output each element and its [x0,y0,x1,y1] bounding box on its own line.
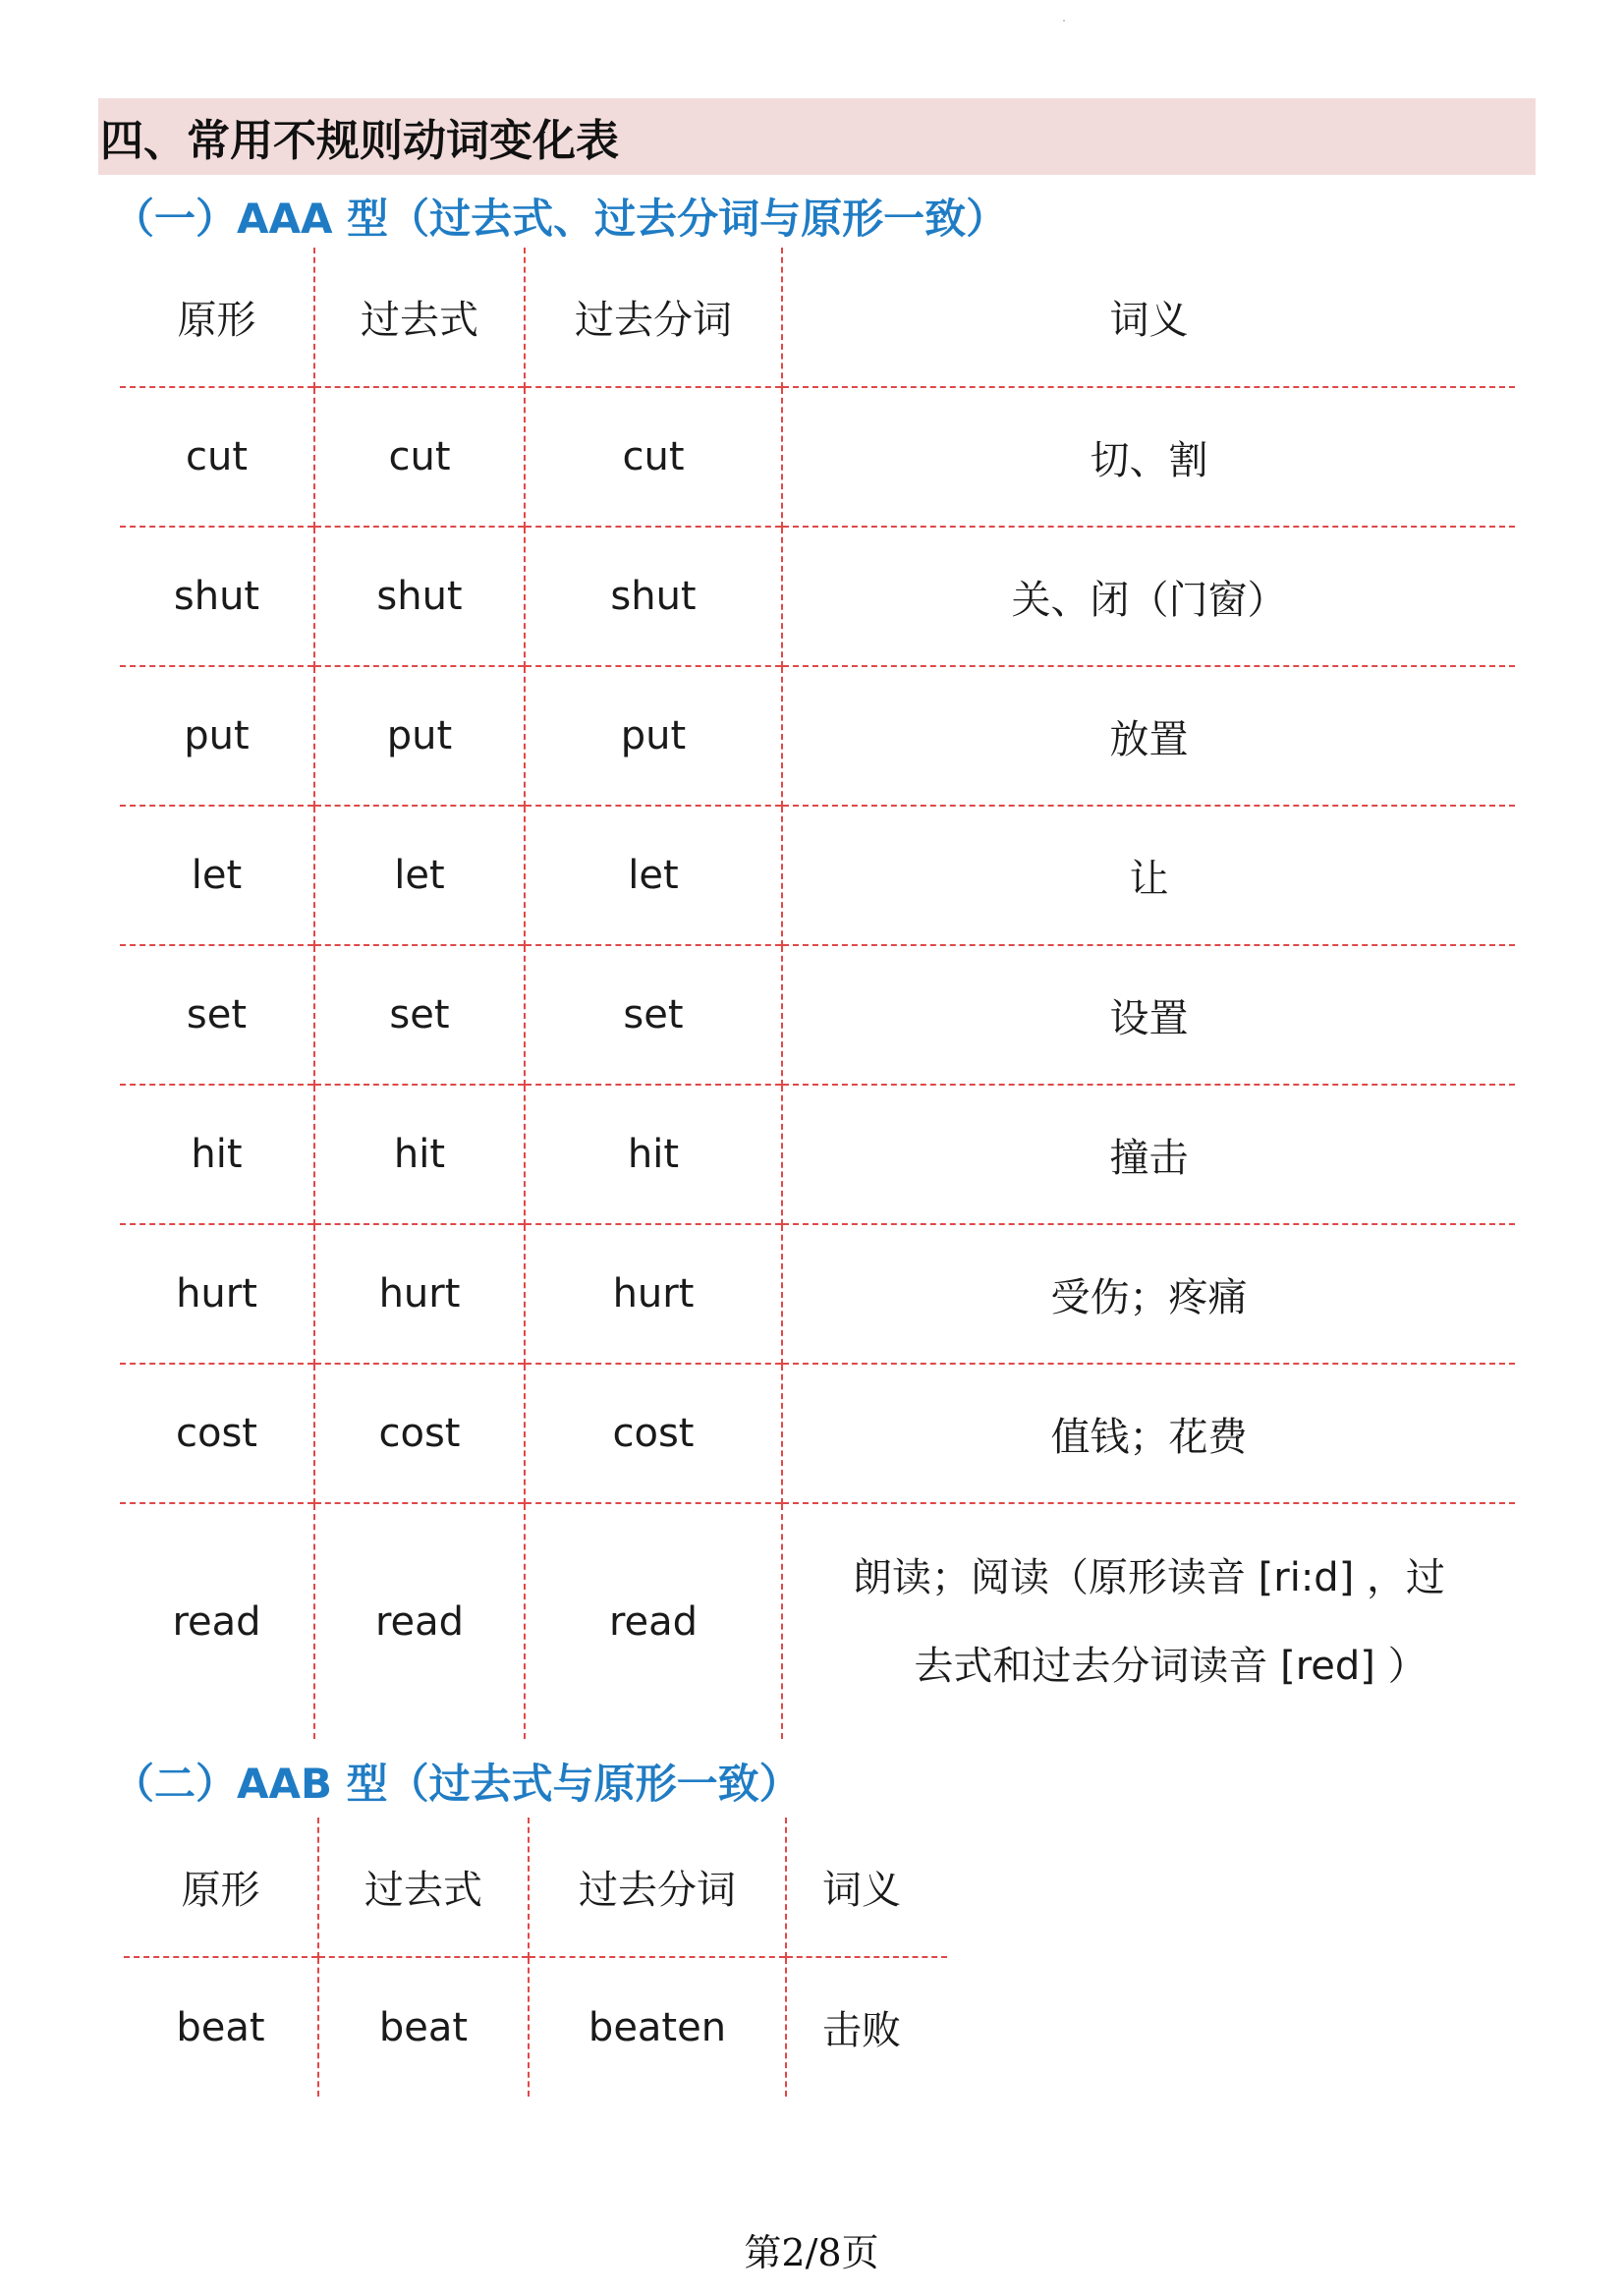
cell-past: put [314,666,525,806]
cell-participle: cut [525,387,782,527]
table-row [120,1503,1515,1739]
cell-participle: let [525,806,782,945]
cell-base: set [120,945,314,1085]
cell-participle: cost [525,1364,782,1503]
cell-participle: beaten [529,1957,786,2097]
cell-base: read [120,1503,314,1739]
cell-meaning [782,1503,1515,1739]
cell-past: beat [318,1957,529,2097]
table-row [120,1224,1515,1364]
cell-base: hit [120,1085,314,1224]
cell-meaning: 让 [782,806,1515,945]
cell-participle: hit [525,1085,782,1224]
cell-base: beat [124,1957,318,2097]
table-header-row [120,248,1515,387]
table-row [120,387,1515,527]
table-row [120,1364,1515,1503]
cell-meaning: 受伤；疼痛 [782,1224,1515,1364]
header-participle: 过去分词 [525,248,782,387]
meaning-line-2: 去式和过去分词读音 [red] ） [914,1643,1427,1689]
section-title: 四、常用不规则动词变化表 [100,116,619,166]
section-title-bar [98,98,1536,175]
cell-base: put [120,666,314,806]
cell-meaning: 切、割 [782,387,1515,527]
header-past: 过去式 [314,248,525,387]
cell-past: hit [314,1085,525,1224]
cell-base: cut [120,387,314,527]
scan-speck [1063,20,1065,22]
cell-participle: shut [525,527,782,666]
cell-past: cost [314,1364,525,1503]
table-header-row [124,1818,947,1957]
aab-verb-table [124,1818,947,2097]
cell-meaning: 设置 [782,945,1515,1085]
cell-meaning: 击败 [786,1957,947,2097]
page-number: 第2/8页 [744,2231,879,2274]
subheading-aaa: （一）AAA 型（过去式、过去分词与原形一致） [113,195,1008,243]
cell-meaning: 撞击 [782,1085,1515,1224]
table-row [120,666,1515,806]
header-meaning: 词义 [786,1818,947,1957]
table-row [120,945,1515,1085]
cell-past: let [314,806,525,945]
table-row [120,1085,1515,1224]
cell-participle: hurt [525,1224,782,1364]
cell-base: shut [120,527,314,666]
header-meaning: 词义 [782,248,1515,387]
cell-past: set [314,945,525,1085]
header-base: 原形 [181,1868,260,1913]
meaning-line-1: 朗读；阅读（原形读音 [ri:d] ，过 [852,1554,1446,1600]
cell-meaning: 关、闭（门窗） [782,527,1515,666]
cell-participle: read [525,1503,782,1739]
cell-past: read [314,1503,525,1739]
cell-base: cost [120,1364,314,1503]
table-row [120,806,1515,945]
cell-meaning: 放置 [782,666,1515,806]
header-participle: 过去分词 [529,1818,786,1957]
cell-base: let [120,806,314,945]
cell-past: shut [314,527,525,666]
cell-participle: set [525,945,782,1085]
table-row [124,1957,947,2097]
header-past: 过去式 [318,1818,529,1957]
cell-past: hurt [314,1224,525,1364]
cell-participle: put [525,666,782,806]
aaa-verb-table [120,248,1515,1739]
header-base: 原形 [177,298,256,343]
cell-meaning: 值钱；花费 [782,1364,1515,1503]
subheading-aab: （二）AAB 型（过去式与原形一致） [113,1760,801,1808]
cell-base: hurt [120,1224,314,1364]
table-row [120,527,1515,666]
cell-past: cut [314,387,525,527]
